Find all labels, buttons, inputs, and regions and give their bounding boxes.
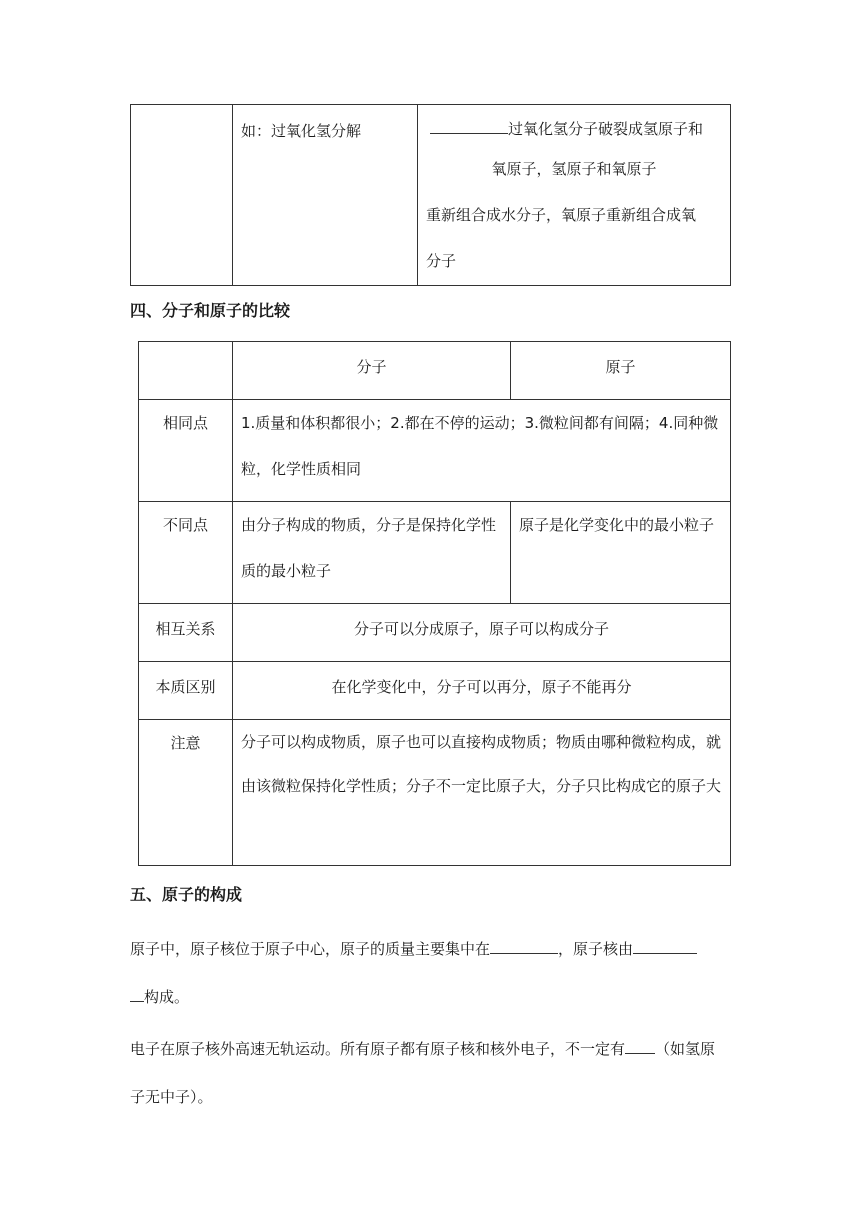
blank-neutron[interactable] (625, 1038, 655, 1054)
same-text-cell: 1.质量和体积都很小；2.都在不停的运动；3.微粒间都有间隔；4.同种微粒，化学性质相同 (233, 400, 731, 502)
row-label-relation: 相互关系 (139, 604, 233, 662)
paragraph-nucleus: 原子中，原子核位于原子中心，原子的质量主要集中在 ，原子核由 构成。 (130, 925, 730, 1021)
essence-text-cell: 在化学变化中，分子可以再分，原子不能再分 (233, 662, 731, 720)
relation-text-cell: 分子可以分成原子，原子可以构成分子 (233, 604, 731, 662)
explanation-text: 过氧化氢分子破裂成氢原子和 氧原子，氢原子和氧原子 重新组合成水分子，氧原子重新组合成氧 分子 (426, 120, 704, 270)
blank-nucleus-composition[interactable] (633, 938, 697, 954)
fill-blank[interactable] (430, 118, 508, 134)
row-label-essence: 本质区别 (139, 662, 233, 720)
blank-mass-location[interactable] (490, 938, 558, 954)
diff-atom-cell: 原子是化学变化中的最小粒子 (511, 502, 731, 604)
blank-nucleus-composition-cont[interactable] (130, 986, 144, 1002)
corner-cell (139, 342, 233, 400)
row-label-diff: 不同点 (139, 502, 233, 604)
header-atom: 原子 (511, 342, 731, 400)
explanation-cell (418, 105, 731, 286)
row-label-note: 注意 (139, 720, 233, 866)
example-cell (233, 105, 418, 286)
comparison-table (138, 341, 731, 866)
section-5-heading: 五、原子的构成 (130, 885, 243, 904)
note-text-cell: 分子可以构成物质，原子也可以直接构成物质；物质由哪种微粒构成，就由该微粒保持化学性质；分子不一定比原子大，分子只比构成它的原子大 (233, 720, 731, 866)
row-label-same: 相同点 (139, 400, 233, 502)
diff-molecule-cell: 由分子构成的物质，分子是保持化学性质的最小粒子 (233, 502, 511, 604)
section-4-heading: 四、分子和原子的比较 (130, 301, 291, 320)
example-text: 如：过氧化氢分解 (241, 122, 362, 140)
process-table (130, 104, 731, 286)
paragraph-electron: 电子在原子核外高速无轨运动。所有原子都有原子核和核外电子，不一定有 （如氢原子无中子）。 (130, 1040, 716, 1106)
header-molecule: 分子 (233, 342, 511, 400)
empty-cell (131, 105, 233, 286)
